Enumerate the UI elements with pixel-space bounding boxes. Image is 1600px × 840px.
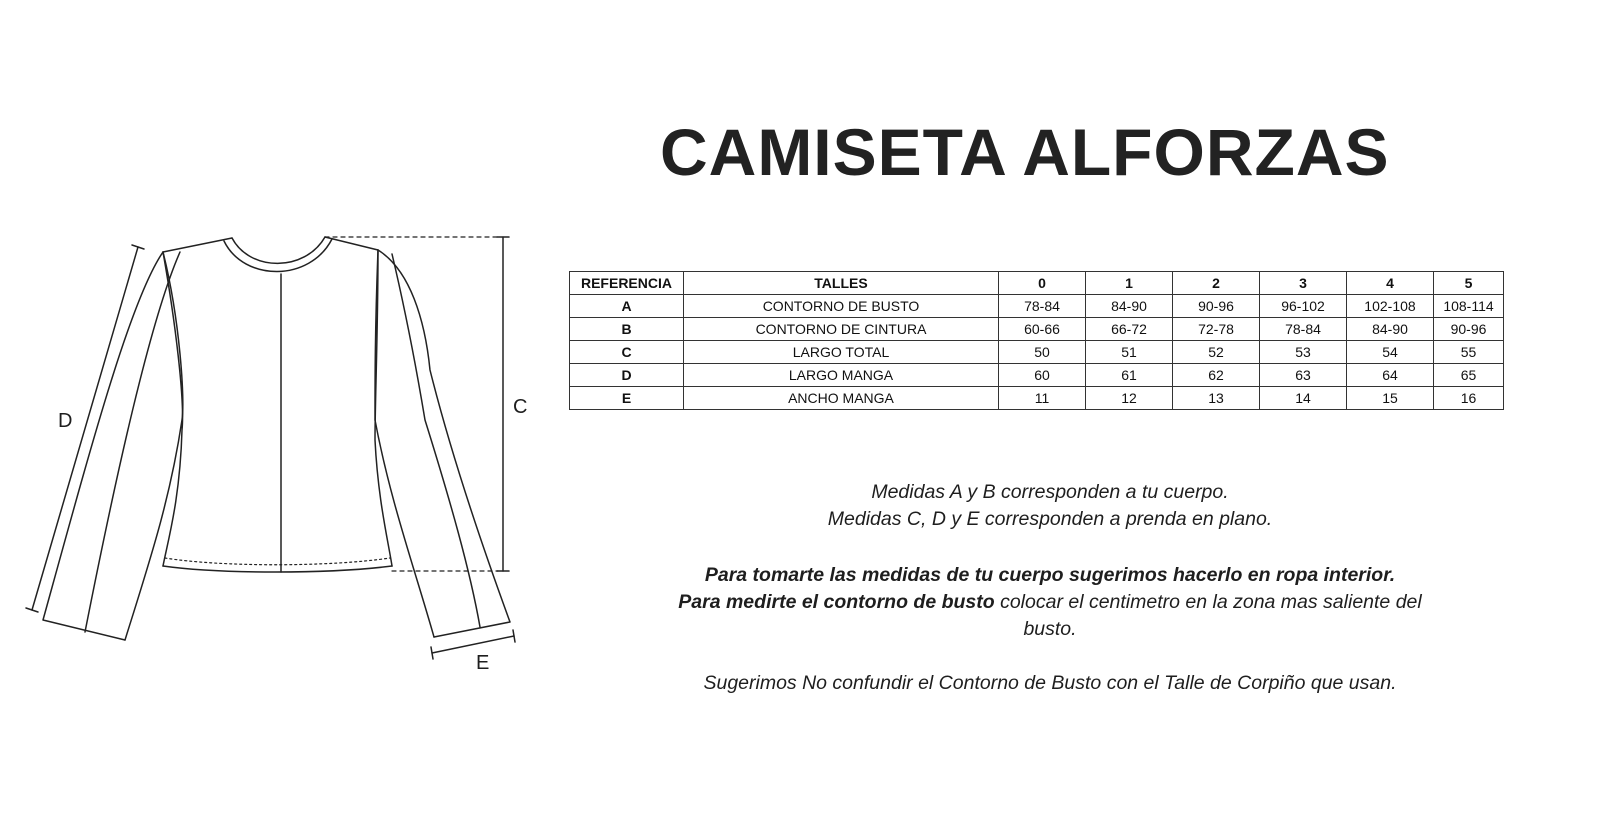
dim-e-tick-right	[513, 630, 515, 642]
size-value-cell: 14	[1260, 387, 1347, 410]
neckline-inner	[224, 239, 332, 272]
dim-label-c: C	[513, 396, 528, 418]
size-value-cell: 102-108	[1347, 295, 1434, 318]
note-line-4	[660, 589, 1440, 643]
row-measure-name: ANCHO MANGA	[684, 387, 999, 410]
note-line-4-rest: colocar el centimetro en la zona mas saliente del busto.	[994, 591, 1422, 640]
table-header-cell: REFERENCIA	[570, 272, 684, 295]
size-value-cell: 13	[1173, 387, 1260, 410]
size-value-cell: 54	[1347, 341, 1434, 364]
dim-d-line	[32, 247, 138, 610]
body-right-side	[375, 250, 392, 566]
size-value-cell: 51	[1086, 341, 1173, 364]
hem-line	[163, 566, 392, 572]
size-value-cell: 64	[1347, 364, 1434, 387]
size-value-cell: 12	[1086, 387, 1173, 410]
table-header-cell: TALLES	[684, 272, 999, 295]
row-measure-name: CONTORNO DE CINTURA	[684, 318, 999, 341]
size-value-cell: 96-102	[1260, 295, 1347, 318]
row-reference: E	[570, 387, 684, 410]
size-value-cell: 90-96	[1173, 295, 1260, 318]
notes-measurements	[660, 479, 1440, 533]
size-value-cell: 62	[1173, 364, 1260, 387]
table-row	[570, 341, 1504, 364]
note-line-4-bold: Para medirte el contorno de busto	[678, 591, 995, 613]
size-value-cell: 15	[1347, 387, 1434, 410]
size-value-cell: 50	[999, 341, 1086, 364]
row-measure-name: CONTORNO DE BUSTO	[684, 295, 999, 318]
table-row	[570, 295, 1504, 318]
row-reference: C	[570, 341, 684, 364]
table-row	[570, 318, 1504, 341]
table-header-cell: 2	[1173, 272, 1260, 295]
row-measure-name: LARGO TOTAL	[684, 341, 999, 364]
hem-stitch	[165, 558, 390, 565]
size-value-cell: 66-72	[1086, 318, 1173, 341]
size-value-cell: 63	[1260, 364, 1347, 387]
dim-label-d: D	[58, 410, 73, 432]
note-line-3-text: Para tomarte las medidas de tu cuerpo sugerimos hacerlo en ropa interior.	[704, 564, 1396, 586]
size-value-cell: 60-66	[999, 318, 1086, 341]
size-value-cell: 55	[1434, 341, 1504, 364]
table-body	[570, 295, 1504, 410]
size-value-cell: 53	[1260, 341, 1347, 364]
size-value-cell: 61	[1086, 364, 1173, 387]
garment-diagram	[0, 0, 560, 700]
size-value-cell: 65	[1434, 364, 1504, 387]
left-sleeve-outer	[43, 252, 163, 640]
table-header-cell: 0	[999, 272, 1086, 295]
row-reference: D	[570, 364, 684, 387]
row-reference: B	[570, 318, 684, 341]
table-header-row	[570, 272, 1504, 295]
size-value-cell: 72-78	[1173, 318, 1260, 341]
size-table	[569, 271, 1504, 410]
dim-label-e: E	[476, 652, 490, 674]
note-line-3	[660, 562, 1440, 589]
left-shoulder-line	[163, 238, 232, 252]
size-value-cell: 108-114	[1434, 295, 1504, 318]
size-value-cell: 60	[999, 364, 1086, 387]
size-value-cell: 11	[999, 387, 1086, 410]
row-measure-name: LARGO MANGA	[684, 364, 999, 387]
left-sleeve-seam	[125, 252, 183, 640]
size-value-cell: 84-90	[1347, 318, 1434, 341]
size-value-cell: 90-96	[1434, 318, 1504, 341]
right-sleeve-outer	[378, 250, 510, 637]
size-value-cell: 84-90	[1086, 295, 1173, 318]
table-row	[570, 387, 1504, 410]
table-row	[570, 364, 1504, 387]
note-line-2: Medidas C, D y E corresponden a prenda en plano.	[827, 508, 1273, 530]
notes-instructions	[660, 562, 1440, 643]
row-reference: A	[570, 295, 684, 318]
right-shoulder-line	[325, 237, 378, 250]
note-line-5: Sugerimos No confundir el Contorno de Busto con el Talle de Corpiño que usan.	[703, 672, 1397, 694]
size-value-cell: 78-84	[999, 295, 1086, 318]
table-header-cell: 3	[1260, 272, 1347, 295]
neckline-outer	[232, 237, 325, 263]
table-header-cell: 4	[1347, 272, 1434, 295]
notes-warning	[660, 670, 1440, 697]
dim-e-line	[432, 636, 514, 653]
size-value-cell: 52	[1173, 341, 1260, 364]
left-sleeve-tuck	[85, 252, 180, 632]
page-title: CAMISETA ALFORZAS	[660, 115, 1390, 189]
dim-e-tick-left	[431, 647, 433, 659]
table-header-cell: 5	[1434, 272, 1504, 295]
note-line-1: Medidas A y B corresponden a tu cuerpo.	[871, 481, 1229, 503]
size-value-cell: 78-84	[1260, 318, 1347, 341]
table-header-cell: 1	[1086, 272, 1173, 295]
size-value-cell: 16	[1434, 387, 1504, 410]
